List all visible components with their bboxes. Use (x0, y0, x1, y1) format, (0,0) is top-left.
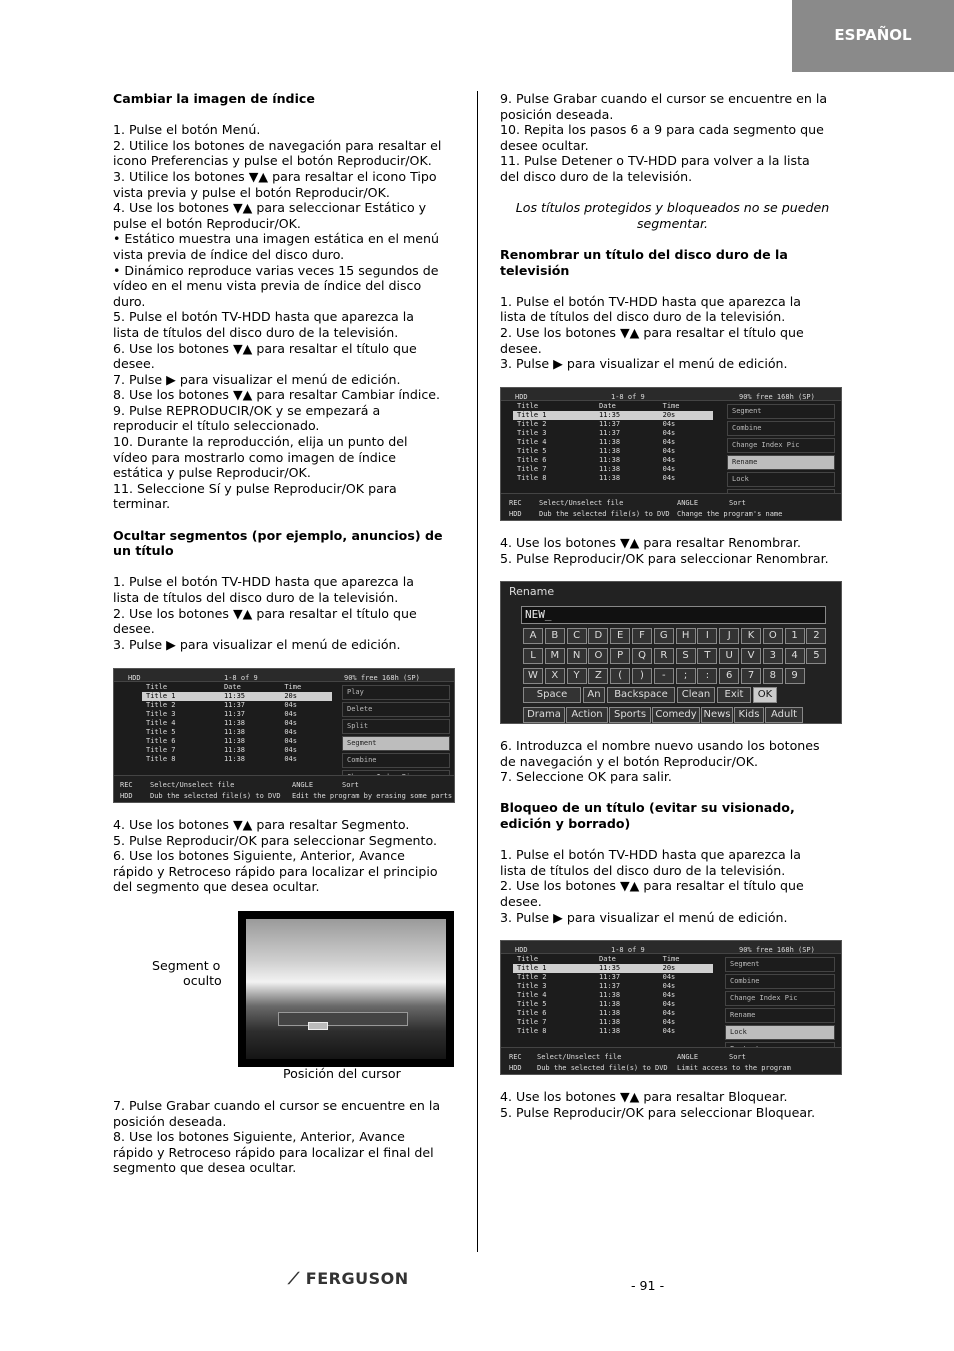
osd-title-row[interactable] (513, 973, 713, 982)
step-line: desee. (500, 340, 542, 356)
steps-hide-segments-c (113, 1098, 458, 1176)
osd-cell: 04s (284, 701, 297, 709)
heading-lock-2: edición y borrado) (500, 815, 631, 831)
osd-title-row[interactable] (142, 692, 332, 701)
osd-cell: 04s (662, 429, 676, 437)
keyboard-key[interactable]: I (697, 628, 717, 644)
step-line: 4. Use los botones ▼▲ para resaltar Renombrar. (500, 535, 802, 550)
step-line: 9. Pulse REPRODUCIR/OK y se empezará a (113, 402, 381, 418)
step-line: desee. (500, 893, 542, 909)
osd-cell: Title 5 (146, 728, 176, 736)
step-line: 5. Pulse el botón TV-HDD hasta que aparezca la (113, 309, 414, 325)
osd-title-row[interactable] (142, 710, 332, 719)
keyboard-key[interactable]: S (676, 648, 696, 664)
step-line: 2. Utilice los botones de navegación para resaltar el (113, 137, 442, 153)
keyboard-key[interactable]: Y (567, 668, 587, 684)
osd-cell: 04s (662, 1018, 676, 1026)
caption-segment-2: oculto (183, 973, 222, 988)
step-line: 2. Use los botones ▼▲ para resaltar el título que (500, 878, 804, 894)
osd-cell: Title 5 (517, 1000, 547, 1008)
osd-cell: 11:38 (223, 728, 246, 736)
osd-cell: 04s (662, 456, 676, 464)
step-line: 7. Seleccione OK para salir. (500, 769, 672, 785)
osd-title-row[interactable] (513, 465, 713, 474)
osd-title-row[interactable] (513, 411, 713, 420)
osd-header: Date (599, 402, 616, 410)
caption-cursor: Posición del cursor (283, 1066, 401, 1081)
osd-cell: Title 4 (517, 991, 547, 999)
osd-menu-item[interactable]: Combine (342, 753, 450, 768)
rename-input[interactable]: NEW_ (521, 606, 826, 624)
keyboard-key[interactable]: R (654, 648, 674, 664)
step-line: posición deseada. (113, 1113, 227, 1129)
keyboard-key[interactable]: : (697, 668, 717, 684)
step-line: icono Preferencias y pulse el botón Reproducir/OK. (113, 153, 432, 169)
osd-header: Date (223, 683, 241, 691)
steps-change-index (113, 122, 458, 512)
steps-lock-b (500, 1089, 845, 1120)
left-column (113, 91, 458, 652)
step-line: 1. Pulse el botón TV-HDD hasta que aparezca la (500, 847, 801, 863)
keyboard-key[interactable]: O (588, 648, 608, 664)
osd-cell: Title 2 (517, 973, 547, 981)
segment-preview-image (238, 911, 454, 1067)
osd-cell: 11:37 (599, 973, 621, 981)
osd-menu-item[interactable]: Combine (727, 421, 835, 436)
osd-cell: Title 6 (517, 1009, 547, 1017)
osd-cell: Title 7 (517, 1018, 547, 1026)
osd-cell: 11:38 (223, 719, 246, 727)
keyboard-key[interactable]: An (583, 687, 605, 703)
keyboard-key[interactable]: U (719, 648, 739, 664)
steps-hide-segments-a (113, 574, 458, 652)
osd-title-row[interactable] (142, 755, 332, 764)
step-line: terminar. (113, 496, 171, 512)
keyboard-key[interactable]: 5 (806, 648, 826, 664)
osd-cell: 11:38 (599, 1027, 621, 1035)
keyboard-key[interactable]: C (567, 628, 587, 644)
keyboard-key[interactable]: N (567, 648, 587, 664)
steps-rename-c (500, 738, 845, 925)
osd-title-row[interactable] (513, 982, 713, 991)
steps-rename-a (500, 294, 845, 372)
keyboard-key[interactable]: J (719, 628, 739, 644)
step-line: 8. Use los botones Siguiente, Anterior, Avance (113, 1129, 405, 1145)
osd-cell: Title 5 (517, 447, 547, 455)
step-line: 10. Durante la reproducción, elija un punto del (113, 434, 408, 450)
keyboard-key[interactable]: Backspace (607, 687, 675, 703)
osd-cell: 04s (284, 719, 297, 727)
keyboard-key[interactable]: V (741, 648, 761, 664)
heading-hide-segments-2: un título (113, 543, 174, 559)
step-line: • Dinámico reproduce varias veces 15 segundos de (113, 262, 439, 278)
heading-rename-2: televisión (500, 262, 570, 278)
steps-rename-b (500, 535, 845, 566)
osd-title-row[interactable] (142, 701, 332, 710)
osd-cell: Title 1 (513, 411, 595, 420)
step-line: posición deseada. (500, 106, 614, 122)
osd-menu-item[interactable]: Play (342, 685, 450, 700)
brand-text: FERGUSON (305, 1269, 409, 1288)
osd-cell: 11:38 (599, 438, 621, 446)
osd-menu-item[interactable]: Delete (342, 702, 450, 717)
keyboard-key[interactable]: Clean (677, 687, 715, 703)
keyboard-key[interactable]: F (632, 628, 652, 644)
step-line: desee. (113, 356, 155, 372)
rename-title: Rename (509, 585, 555, 598)
step-line: vista previa de índice del disco duro. (113, 246, 345, 262)
step-line: lista de títulos del disco duro de la televisión. (500, 309, 786, 325)
step-line: 10. Repita los pasos 6 a 9 para cada segmento que (500, 122, 824, 138)
keyboard-key[interactable]: B (545, 628, 565, 644)
osd-header: Title (517, 402, 539, 410)
osd-cell: 11:38 (223, 746, 246, 754)
osd-menu-item[interactable]: Rename (727, 455, 835, 470)
osd-title-row[interactable] (513, 429, 713, 438)
step-line: rápido y Retroceso rápido para localizar el principio (113, 863, 438, 879)
osd-title-row[interactable] (142, 728, 332, 737)
step-line: 3. Pulse ▶ para visualizar el menú de edición. (500, 909, 788, 925)
step-line: desee. (113, 621, 155, 637)
osd-cell: Title 3 (517, 429, 547, 437)
step-line: vídeo para mostrarlo como imagen de índice (113, 449, 396, 465)
osd-cell: Title 1 (142, 692, 220, 701)
step-line: pulse el botón Reproducir/OK. (113, 215, 301, 231)
osd-title-row[interactable] (513, 438, 713, 447)
keyboard-key[interactable]: ( (610, 668, 630, 684)
osd-cell: 04s (662, 991, 676, 999)
step-line: 4. Use los botones ▼▲ para seleccionar Estático y (113, 200, 427, 216)
osd-cell: 11:38 (223, 755, 246, 763)
osd-cell: 11:37 (599, 982, 621, 990)
step-line: 4. Use los botones ▼▲ para resaltar Bloquear. (500, 1089, 788, 1104)
osd-title-row[interactable] (142, 746, 332, 755)
step-line: 6. Use los botones ▼▲ para resaltar el título que (113, 340, 417, 356)
keyboard-key[interactable]: 8 (763, 668, 783, 684)
osd-title-list-rename: HDD 1-8 of 9 90% free 168h (SP) Title Date Time Title 1 11:35 20s Title 2 11:37 04s Title 3 11:37 04s Title 4 11:38 04s Title 5 11:38 04s Title 6 11:38 04s Title 7 11:38 04s Title 8 11:38 04s Segment Combine Change Index Pic Rename Lock REC HDD Select/Unselect file Dub the selected file(s) to DVD ANGLE Sort Change the program's name (500, 387, 842, 521)
step-line: 4. Use los botones ▼▲ para resaltar Segmento. (113, 817, 410, 832)
segment-progress-bar (278, 1012, 408, 1026)
keyboard-key[interactable]: 4 (785, 648, 805, 664)
osd-cell: 04s (662, 982, 676, 990)
osd-menu-item[interactable]: Segment (727, 404, 835, 419)
step-line: 3. Utilice los botones ▼▲ para resaltar el icono Tipo (113, 168, 437, 184)
step-line: del disco duro de la televisión. (500, 168, 693, 184)
osd-cell: Title 4 (146, 719, 176, 727)
osd-cell: 20s (659, 411, 713, 420)
osd-cell: 11:37 (599, 429, 621, 437)
osd-cell: 11:37 (223, 701, 246, 709)
step-line: 11. Pulse Detener o TV-HDD para volver a la lista (500, 153, 810, 169)
osd-cell: Title 8 (146, 755, 176, 763)
osd-header: Title (517, 955, 539, 963)
osd-cell: 04s (662, 438, 676, 446)
osd-cell: 04s (662, 447, 676, 455)
step-line: 11. Seleccione Sí y pulse Reproducir/OK para (113, 480, 397, 496)
note-protected: Los títulos protegidos y bloqueados no se pueden (515, 200, 830, 216)
osd-cell: Title 3 (517, 982, 547, 990)
step-line: 5. Pulse Reproducir/OK para seleccionar Renombrar. (500, 550, 829, 566)
heading-lock-1: Bloqueo de un título (evitar su visionado, (500, 800, 795, 816)
osd-title-row[interactable] (513, 1027, 713, 1036)
osd-cell: Title 6 (517, 456, 547, 464)
osd-cell: Title 8 (517, 474, 547, 482)
keyboard-genre-key[interactable]: Sports (609, 707, 651, 723)
osd-title-row[interactable] (513, 456, 713, 465)
osd-cell: Title 1 (513, 964, 595, 973)
step-line: segmento que desea ocultar. (113, 1160, 297, 1176)
osd-cell: 11:37 (223, 710, 246, 718)
note-protected-2: segmentar. (637, 215, 708, 231)
osd-menu-item[interactable]: Change Index Pic (725, 991, 835, 1006)
osd-title-row[interactable] (513, 1009, 713, 1018)
step-line: vídeo en el menu vista previa de índice del disco (113, 278, 422, 294)
osd-header: Title (146, 683, 168, 691)
osd-cell: Title 2 (517, 420, 547, 428)
keyboard-key[interactable]: K (741, 628, 761, 644)
keyboard-key[interactable]: Space (523, 687, 581, 703)
keyboard-key[interactable]: Z (588, 668, 608, 684)
keyboard-genre-key[interactable]: Comedy (652, 707, 700, 723)
osd-cell: 11:35 (595, 964, 659, 973)
keyboard-key[interactable]: H (676, 628, 696, 644)
rename-keyboard (500, 581, 842, 724)
keyboard-genre-key[interactable]: Kids (734, 707, 764, 723)
osd-menu-item[interactable]: Split (342, 719, 450, 734)
osd-cell: 11:38 (599, 456, 621, 464)
osd-title-row[interactable] (513, 474, 713, 483)
keyboard-key[interactable]: X (545, 668, 565, 684)
osd-menu-item[interactable]: Segment (342, 736, 450, 751)
keyboard-key[interactable]: T (697, 648, 717, 664)
caption-segment-1: Segment o (152, 958, 221, 973)
osd-menu-item[interactable]: Segment (725, 957, 835, 972)
osd-header: Time (284, 683, 302, 691)
keyboard-key[interactable]: D (588, 628, 608, 644)
heading-rename-1: Renombrar un título del disco duro de la (500, 246, 788, 262)
osd-cell: 11:38 (599, 1009, 621, 1017)
keyboard-key[interactable]: Q (632, 648, 652, 664)
osd-cell: 11:38 (599, 474, 621, 482)
keyboard-key[interactable]: G (654, 628, 674, 644)
page-number: - 91 - (631, 1278, 665, 1293)
keyboard-key[interactable]: ) (632, 668, 652, 684)
keyboard-key[interactable]: - (654, 668, 674, 684)
osd-menu-item[interactable]: Lock (725, 1025, 835, 1040)
keyboard-key[interactable]: M (545, 648, 565, 664)
keyboard-key[interactable]: 1 (785, 628, 805, 644)
right-column (500, 91, 845, 372)
step-line: estática y pulse Reproducir/OK. (113, 465, 311, 481)
osd-cell: 04s (662, 973, 676, 981)
logo-mark-icon: ⟋ (288, 1269, 300, 1288)
osd-menu-item[interactable]: Lock (727, 472, 835, 487)
osd-cell: 20s (280, 692, 332, 701)
keyboard-key[interactable]: OK (753, 687, 777, 703)
osd-cell: Title 3 (146, 710, 176, 718)
step-line: 6. Introduzca el nombre nuevo usando los botones (500, 738, 820, 753)
keyboard-key[interactable]: L (523, 648, 543, 664)
step-line: 7. Pulse Grabar cuando el cursor se encuentre en la (113, 1098, 441, 1113)
step-line: • Estático muestra una imagen estática en el menú (113, 231, 439, 247)
osd-title-row[interactable] (513, 1000, 713, 1009)
osd-cell: 04s (662, 1027, 676, 1035)
step-line: de navegación y el botón Reproducir/OK. (500, 753, 759, 769)
osd-title-row[interactable] (513, 447, 713, 456)
step-line: 3. Pulse ▶ para visualizar el menú de edición. (113, 636, 401, 652)
step-line: reproducir el título seleccionado. (113, 418, 320, 434)
step-line: lista de títulos del disco duro de la televisión. (113, 590, 399, 605)
step-line: lista de títulos del disco duro de la televisión. (113, 324, 399, 340)
column-divider (477, 91, 478, 1252)
step-line: 9. Pulse Grabar cuando el cursor se encuentre en la (500, 91, 828, 106)
segment-cursor (308, 1022, 328, 1030)
step-line: lista de títulos del disco duro de la televisión. (500, 862, 786, 878)
keyboard-key[interactable]: E (610, 628, 630, 644)
keyboard-key[interactable]: 7 (741, 668, 761, 684)
osd-cell: Title 4 (517, 438, 547, 446)
osd-cell: 11:38 (223, 737, 246, 745)
osd-cell: 04s (662, 1000, 676, 1008)
osd-cell: 11:37 (599, 420, 621, 428)
steps-hide-segments-b (113, 817, 458, 895)
osd-cell: 04s (284, 746, 297, 754)
step-line: 8. Use los botones ▼▲ para resaltar Cambiar índice. (113, 387, 441, 403)
osd-title-row[interactable] (513, 1018, 713, 1027)
osd-header: Time (662, 955, 680, 963)
osd-cell: 11:38 (599, 447, 621, 455)
osd-cell: 04s (284, 710, 297, 718)
keyboard-key[interactable]: 6 (719, 668, 739, 684)
osd-cell: 04s (662, 1009, 676, 1017)
keyboard-genre-key[interactable]: Action (566, 707, 608, 723)
step-line: vista previa y pulse el botón Reproducir/OK. (113, 184, 390, 200)
step-line: 2. Use los botones ▼▲ para resaltar el título que (113, 605, 417, 621)
keyboard-key[interactable]: P (610, 648, 630, 664)
step-line: desee ocultar. (500, 137, 589, 153)
step-line: 1. Pulse el botón Menú. (113, 122, 261, 138)
keyboard-key[interactable]: 2 (806, 628, 826, 644)
osd-cell: 04s (662, 474, 676, 482)
step-line: 5. Pulse Reproducir/OK para seleccionar Segmento. (113, 832, 437, 848)
step-line: 7. Pulse ▶ para visualizar el menú de edición. (113, 371, 401, 387)
step-line: 6. Use los botones Siguiente, Anterior, Avance (113, 848, 405, 864)
keyboard-key[interactable]: A (523, 628, 543, 644)
osd-cell: 11:38 (599, 465, 621, 473)
osd-cell: Title 6 (146, 737, 176, 745)
brand-logo (288, 1271, 409, 1287)
osd-cell: Title 7 (517, 465, 547, 473)
osd-title-list-lock: HDD 1-8 of 9 90% free 168h (SP) Title Date Time Title 1 11:35 20s Title 2 11:37 04s Title 3 11:37 04s Title 4 11:38 04s Title 5 11:38 04s Title 6 11:38 04s Title 7 11:38 04s Title 8 11:38 04s Segment Combine Change Index Pic Rename Lock REC HDD Select/Unselect file Dub the selected file(s) to DVD ANGLE Sort Limit access to the program (500, 940, 842, 1075)
osd-cell: 20s (659, 964, 713, 973)
keyboard-key[interactable]: 9 (785, 668, 805, 684)
osd-title-row[interactable] (513, 991, 713, 1000)
osd-cell: 04s (284, 728, 297, 736)
osd-header: Time (662, 402, 680, 410)
osd-cell: 11:35 (220, 692, 280, 701)
osd-cell: 04s (284, 737, 297, 745)
heading-hide-segments-1: Ocultar segmentos (por ejemplo, anuncios) de (113, 527, 443, 543)
osd-cell: Title 7 (146, 746, 176, 754)
osd-cell: Title 2 (146, 701, 176, 709)
keyboard-genre-key[interactable]: News (701, 707, 733, 723)
osd-menu-item[interactable]: Rename (725, 1008, 835, 1023)
osd-cell: 11:35 (595, 411, 659, 420)
step-line: duro. (113, 293, 146, 309)
osd-title-row[interactable] (513, 964, 713, 973)
osd-cell: 04s (284, 755, 297, 763)
osd-cell: 04s (662, 465, 676, 473)
step-line: 3. Pulse ▶ para visualizar el menú de edición. (500, 356, 788, 372)
osd-cell: Title 8 (517, 1027, 547, 1035)
heading-change-index: Cambiar la imagen de índice (113, 91, 315, 106)
osd-menu-item[interactable]: Change Index Pic (727, 438, 835, 453)
steps-hide-segments-d (500, 91, 845, 185)
step-line: 2. Use los botones ▼▲ para resaltar el título que (500, 324, 804, 340)
osd-cell: 11:38 (599, 1000, 621, 1008)
osd-menu-item[interactable]: Combine (725, 974, 835, 989)
step-line: 1. Pulse el botón TV-HDD hasta que aparezca la (500, 293, 801, 309)
osd-title-row[interactable] (142, 737, 332, 746)
osd-cell: 04s (662, 420, 676, 428)
language-tab: ESPAÑOL (792, 0, 954, 72)
osd-cell: 11:38 (599, 1018, 621, 1026)
step-line: rápido y Retroceso rápido para localizar el final del (113, 1144, 434, 1160)
osd-cell: 11:38 (599, 991, 621, 999)
keyboard-genre-key[interactable]: Adult (765, 707, 803, 723)
keyboard-genre-key[interactable]: Drama (523, 707, 565, 723)
osd-header: Date (599, 955, 616, 963)
step-line: 1. Pulse el botón TV-HDD hasta que aparezca la (113, 574, 414, 590)
step-line: del segmento que desea ocultar. (113, 879, 320, 895)
osd-title-list-segment: HDD 1-8 of 9 90% free 168h (SP) Title Date Time Title 1 11:35 20s Title 2 11:37 04s Title 3 11:37 04s Title 4 11:38 04s Title 5 11:38 04s Title 6 11:38 04s Title 7 11:38 04s Title 8 11:38 04s Play Delete Split Segment Combine REC HDD Select/Unselect file Dub the selected file(s) to DVD ANGLE Sort Edit the program by erasing some parts (113, 668, 455, 803)
keyboard-key[interactable]: ; (676, 668, 696, 684)
keyboard-key[interactable]: W (523, 668, 543, 684)
osd-title-row[interactable] (142, 719, 332, 728)
step-line: 5. Pulse Reproducir/OK para seleccionar Bloquear. (500, 1104, 816, 1120)
keyboard-key[interactable]: 3 (763, 648, 783, 664)
keyboard-key[interactable]: Exit (717, 687, 751, 703)
keyboard-key[interactable]: O (763, 628, 783, 644)
osd-title-row[interactable] (513, 420, 713, 429)
